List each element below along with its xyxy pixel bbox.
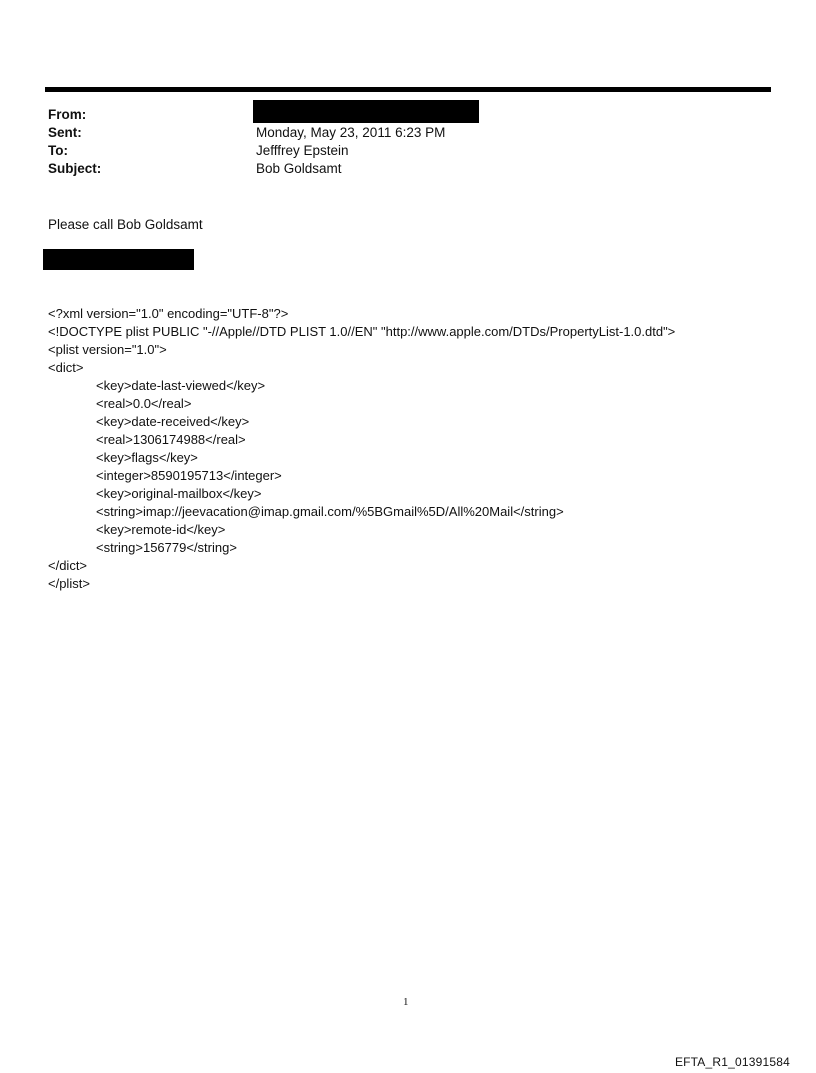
sent-label: Sent: <box>48 125 82 140</box>
xml-line: <integer>8590195713</integer> <box>96 468 282 483</box>
redaction-box-from <box>253 100 479 123</box>
xml-line: </plist> <box>48 576 90 591</box>
xml-line: <key>date-received</key> <box>96 414 250 429</box>
xml-line: <key>flags</key> <box>96 450 198 465</box>
from-label: From: <box>48 107 87 122</box>
xml-line: <real>1306174988</real> <box>96 432 246 447</box>
subject-value: Bob Goldsamt <box>256 161 342 176</box>
page-number: 1 <box>403 996 409 1008</box>
redaction-box-signature <box>43 249 194 270</box>
email-body: Please call Bob Goldsamt <box>48 217 203 232</box>
xml-line: </dict> <box>48 558 88 573</box>
xml-line: <string>imap://jeevacation@imap.gmail.com/%5BGmail%5D/All%20Mail</string> <box>96 504 564 519</box>
header-row-subject <box>48 160 768 178</box>
xml-line: <dict> <box>48 360 84 375</box>
bates-number: EFTA_R1_01391584 <box>674 1055 790 1069</box>
xml-line: <key>original-mailbox</key> <box>96 486 262 501</box>
xml-line: <key>date-last-viewed</key> <box>96 378 266 393</box>
xml-line: <key>remote-id</key> <box>96 522 226 537</box>
xml-line: <string>156779</string> <box>96 540 237 555</box>
to-label: To: <box>48 143 68 158</box>
header-rule <box>45 87 771 92</box>
xml-line: <!DOCTYPE plist PUBLIC "-//Apple//DTD PLIST 1.0//EN" "http://www.apple.com/DTDs/PropertyList-1.0.dtd"> <box>48 324 676 339</box>
subject-label: Subject: <box>48 161 102 176</box>
xml-line: <plist version="1.0"> <box>48 342 167 357</box>
header-row-to <box>48 142 768 160</box>
sent-value: Monday, May 23, 2011 6:23 PM <box>256 125 446 140</box>
xml-line: <?xml version="1.0" encoding="UTF-8"?> <box>48 306 289 321</box>
plist-xml <box>48 305 788 593</box>
xml-line: <real>0.0</real> <box>96 396 192 411</box>
header-row-sent <box>48 124 768 142</box>
to-value: Jefffrey Epstein <box>256 143 349 158</box>
